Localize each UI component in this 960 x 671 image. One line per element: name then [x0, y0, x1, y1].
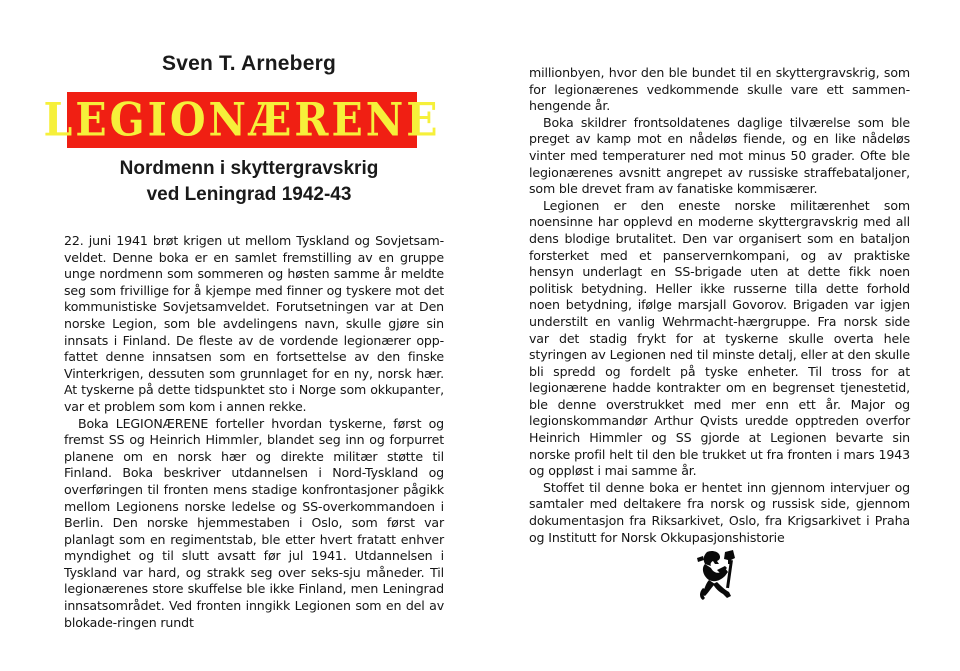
left-body-text	[64, 233, 444, 631]
paragraph: Legionen er den eneste norske militærenhet som noensinne har opplevd en moderne skyttergravskrig med all dens blodige brutalitet. Den var organisert som en bataljon forsterket med et panservernkompani, og av praktiske hensyn underlagt en SS-brigade uten at dette fikk noen politisk betydning. Heller ikke russerne tilla dette forhold noen betydning, ifølge marsjall Govorov. Brigaden var igjen understilt en vanlig Wehrmacht-hærgruppe. Fra norsk side var det stadig frykt for at tyskerne skulle overta hele styringen av Legionen ned til minste detalj, eller at den skulle bli spredd og fordelt på tyske enheter. Til tross for at legionærene hadde kontrakter om en begrenset tjenestetid, ble denne overstrukket med mer enn ett år. Major og legionskommandør Arthur Qvists uredde opptreden overfor Heinrich Himmler og SS gjorde at Legionen bevarte sin norske profil helt til den ble trukket ut fra fronten i mars 1943 og oppløst i mai samme år.	[529, 197, 910, 479]
book-title: LEGIONÆRENE	[43, 92, 441, 147]
subtitle-line-1: Nordmenn i skyttergravskrig	[119, 158, 379, 179]
paragraph: millionbyen, hvor den ble bundet til en skyttergravskrig, som for legionærenes vedkommende skulle vare ett sammen-hengende år.	[529, 65, 910, 114]
author-name: Sven T. Arneberg	[162, 52, 336, 75]
paragraph: 22. juni 1941 brøt krigen ut mellom Tyskland og Sovjetsam-veldet. Denne boka er en samlet fremstilling av en gruppe unge nordmenn som sommeren og høsten samme år meldte seg som frivillige for å kjempe med finner og tyskere mot det kommunistiske Sovjetsamveldet. Forutsetningen var at Den norske Legion, som ble avdelingens navn, skulle gjøre sin innsats i Finland. De fleste av de vordende legionærer opp-fattet denne innsatsen som en fortsettelse av den finske Vinterkrigen, dessuten som grunnlaget for en ny, norsk hær. At tyskerne på dette tidspunktet sto i Norge som okkupanter, var et problem som kom i annen rekke.	[64, 233, 444, 414]
title-banner	[43, 92, 441, 148]
paragraph: Boka skildrer frontsoldatenes daglige tilværelse som ble preget av kamp mot en nådeløs fiende, og en like nådeløs vinter med temperaturer ned mot minus 50 grader. Ofte ble legionærenes avsnitt angrepet av russiske straffebataljoner, som ble drevet fram av fanatiske kommisærer.	[529, 114, 910, 197]
paragraph: Boka LEGIONÆRENE forteller hvordan tyskerne, først og fremst SS og Heinrich Himmler, blandet seg inn og forpurret planene om en norsk hær og direkte militær støtte til Finland. Boka beskriver utdannelsen i Nord-Tyskland og overføringen til fronten mens stadige konfrontasjoner pågikk mellom Legionens norske ledelse og SS-overkommandoen i Berlin. Den norske hjemmestaben i Oslo, som først var planlagt som en regimentstab, ble etter hvert fratatt enhver myndighet og til slutt avsatt før jul 1941. Utdannelsen i Tyskland var hard, og strakk seg over seks-sju måneder. Til legionærenes store skuffelse ble ikke Finland, men Leningrad innsatsområdet. Ved fronten inngikk Legionen som en del av blokade-ringen rundt	[64, 415, 444, 630]
norwegian-legion-lion-icon	[695, 548, 737, 604]
right-page	[480, 0, 960, 671]
right-body-text	[529, 65, 910, 546]
book-subtitle	[60, 156, 438, 208]
subtitle-line-2: ved Leningrad 1942-43	[146, 184, 352, 205]
paragraph: Stoffet til denne boka er hentet inn gjennom intervjuer og samtaler med deltakere fra norsk og russisk side, gjennom dokumentasjon fra Riksarkivet, Oslo, fra Krigsarkivet i Praha og Institutt for Norsk Okkupasjonshistorie	[529, 479, 910, 545]
